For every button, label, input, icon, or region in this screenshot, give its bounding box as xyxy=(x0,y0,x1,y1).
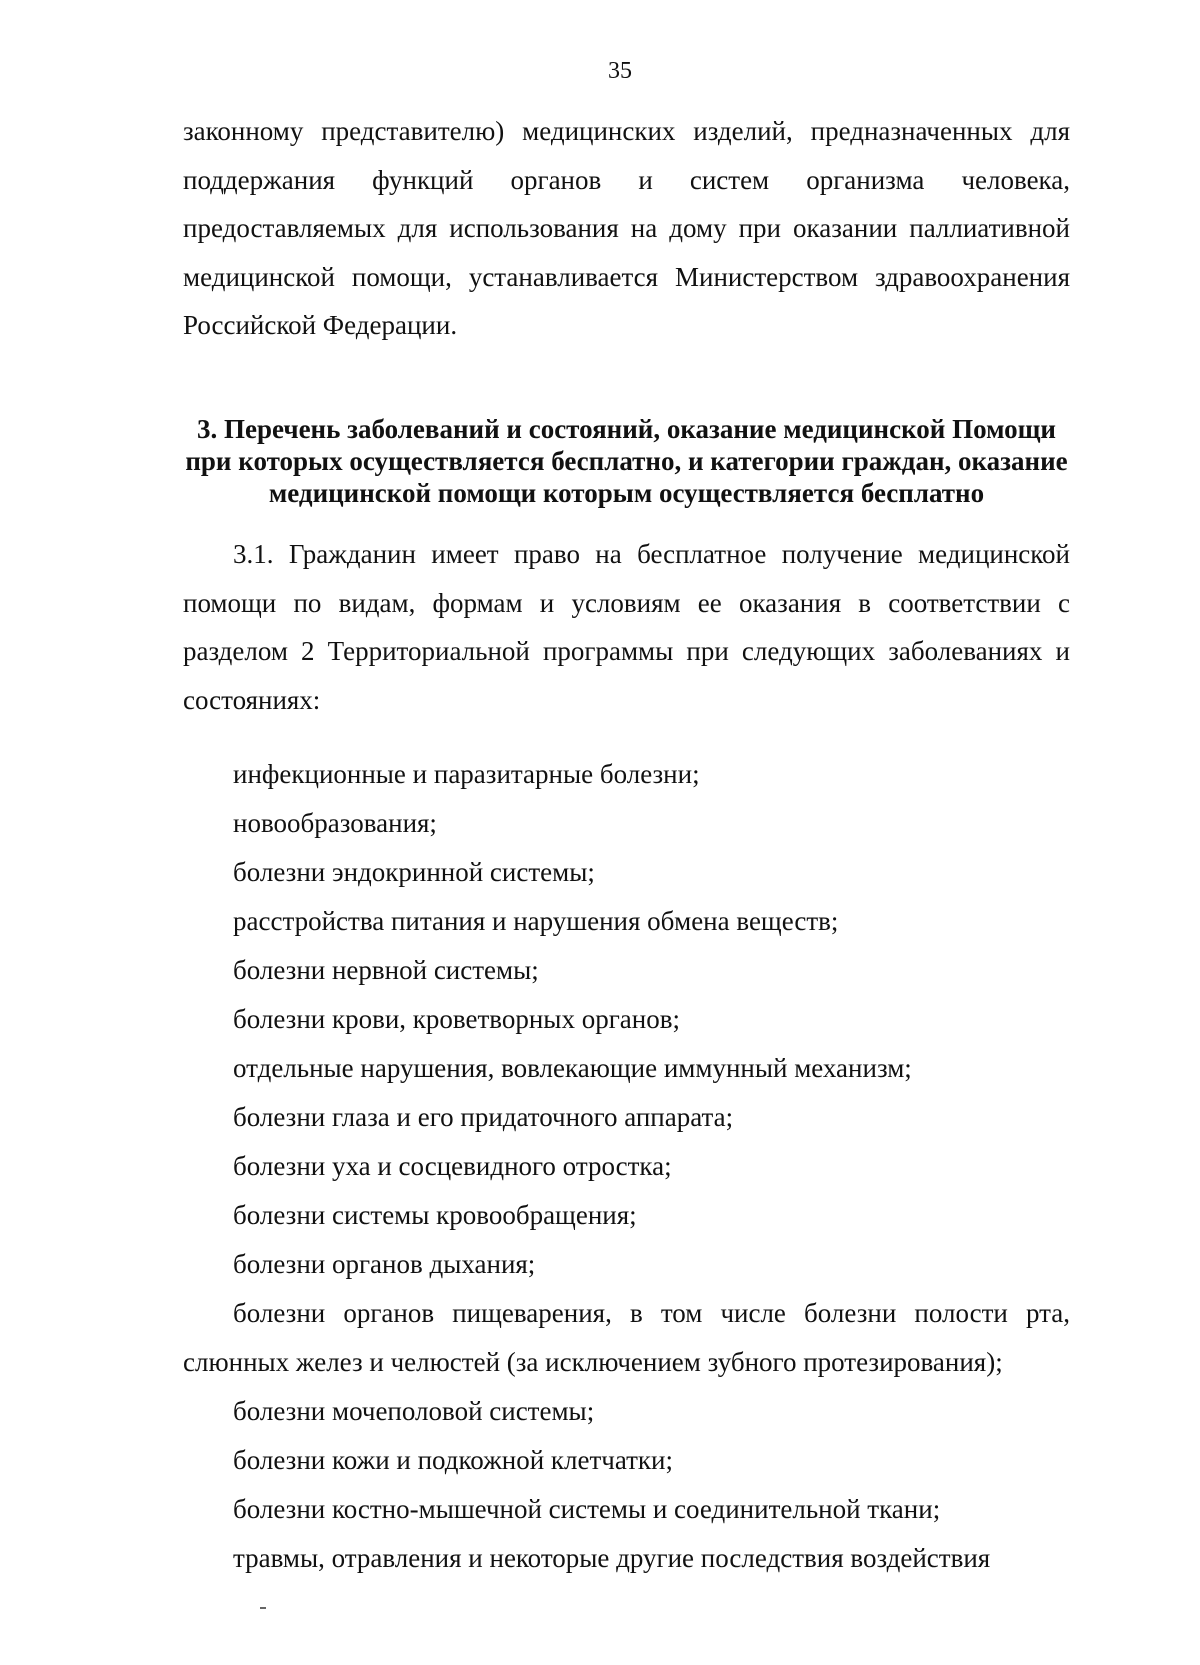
intro-paragraph: законному представителю) медицинских изделий, предназначенных для поддержания функций органов и систем организма человека, предоставляемых для использования на дому при оказании паллиативной медицинской помощи, устанавливается Министерством здравоохранения Российской Федерации. xyxy=(183,116,1070,340)
list-item: болезни глаза и его придаточного аппарата; xyxy=(233,1102,734,1132)
paragraph-3-1-block xyxy=(183,530,1070,724)
paragraph-3-1: 3.1. Гражданин имеет право на бесплатное получение медицинской помощи по видам, формам и условиям ее оказания в соответствии с разделом 2 Территориальной программы при следующих заболеваниях и состояниях: xyxy=(183,539,1070,715)
list-item: болезни крови, кроветворных органов; xyxy=(233,1004,680,1034)
list-item: болезни эндокринной системы; xyxy=(233,857,595,887)
scan-mark xyxy=(260,1607,266,1609)
list-item: отдельные нарушения, вовлекающие иммунный механизм; xyxy=(233,1053,912,1083)
list-item: болезни мочеполовой системы; xyxy=(233,1396,595,1426)
list-item: травмы, отравления и некоторые другие последствия воздействия xyxy=(233,1543,991,1573)
page-number: 35 xyxy=(608,58,632,84)
list-item: болезни уха и сосцевидного отростка; xyxy=(233,1151,672,1181)
list-item: болезни органов пищеварения, в том числе болезни полости рта, слюнных желез и челюстей (за исключением зубного протезирования); xyxy=(183,1298,1070,1377)
list-item: болезни костно-мышечной системы и соединительной ткани; xyxy=(233,1494,941,1524)
list-item: расстройства питания и нарушения обмена веществ; xyxy=(233,906,839,936)
section-heading: 3. Перечень заболеваний и состояний, оказание медицинской Помощи при которых осуществляется бесплатно, и категории граждан, оказание медицинской помощи которым осуществляется бесплатно xyxy=(185,414,1068,508)
list-item: болезни кожи и подкожной клетчатки; xyxy=(233,1445,674,1475)
conditions-list xyxy=(183,750,1070,1583)
list-item: болезни нервной системы; xyxy=(233,955,539,985)
intro-text-block xyxy=(183,107,1070,350)
list-item: болезни органов дыхания; xyxy=(233,1249,536,1279)
list-item: новообразования; xyxy=(233,808,437,838)
list-item: болезни системы кровообращения; xyxy=(233,1200,637,1230)
list-item: инфекционные и паразитарные болезни; xyxy=(233,759,700,789)
